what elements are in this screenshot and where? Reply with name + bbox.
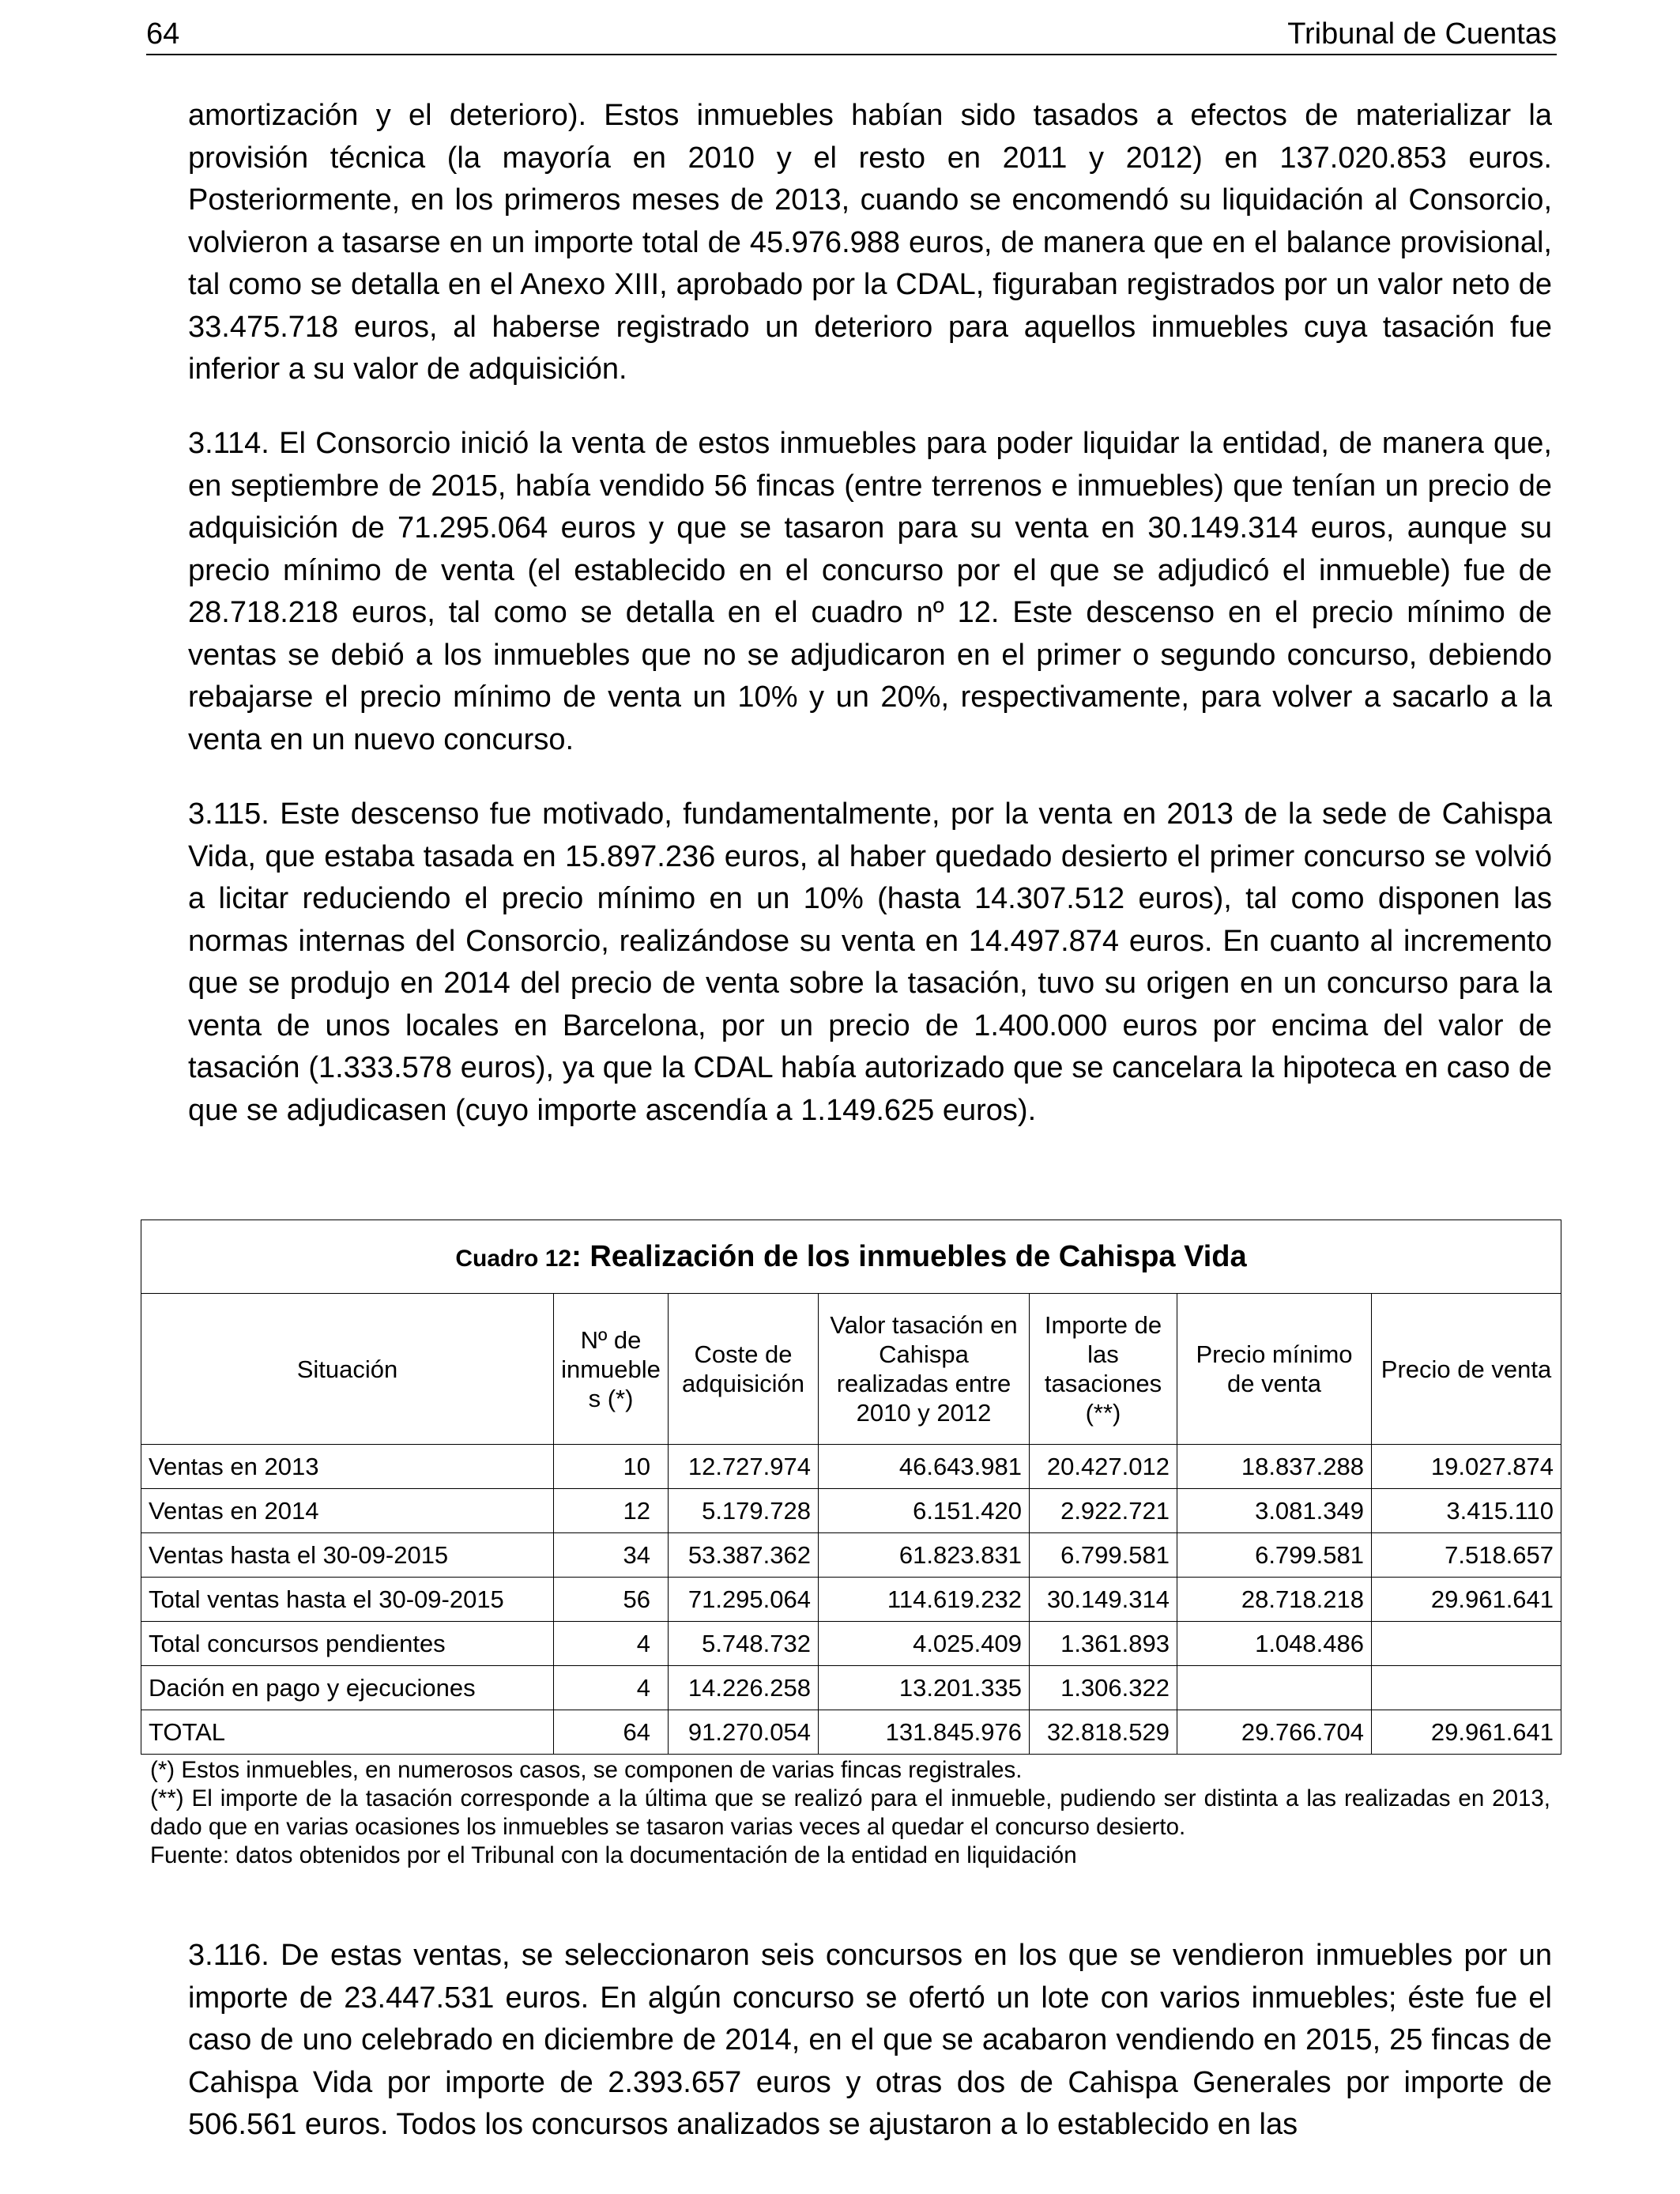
table-notes [150, 1756, 1550, 1870]
paragraph-3-115: 3.115. Este descenso fue motivado, fundamentalmente, por la venta en 2013 de la sede de Cahispa Vida, que estaba tasada en 15.897.236 euros, al haber quedado desierto el primer concurso se volvió a licitar reduciendo el precio mínimo en un 10% (hasta 14.307.512 euros), tal como disponen las normas internas del Consorcio, realizándose su venta en 14.497.874 euros. En cuanto al incremento que se produjo en 2014 del precio de venta sobre la tasación, tuvo su origen en un concurso para la venta de unos locales en Barcelona, por un precio de 1.400.000 euros por encima del valor de tasación (1.333.578 euros), ya que la CDAL había autorizado que se cancelara la hipoteca en caso de que se adjudicasen (cuyo importe ascendía a 1.149.625 euros). [188, 797, 1552, 1127]
cell-situacion: Dación en pago y ejecuciones [141, 1666, 554, 1710]
cell-importe-tasaciones: 1.306.322 [1030, 1666, 1177, 1710]
header-valor-tasacion: Valor tasación en Cahispa realizadas entre 2010 y 2012 [819, 1294, 1030, 1445]
cell-importe-tasaciones: 2.922.721 [1030, 1489, 1177, 1533]
footnote-1: (*) Estos inmuebles, en numerosos casos, se componen de varias fincas registrales. [150, 1757, 1023, 1783]
paragraph-continuation: amortización y el deterioro). Estos inmuebles habían sido tasados a efectos de materializar la provisión técnica (la mayoría en 2010 y el resto en 2011 y 2012) en 137.020.853 euros. Posteriormente, en los primeros meses de 2013, cuando se encomendó su liquidación al Consorcio, volvieron a tasarse en un importe total de 45.976.988 euros, de manera que en el balance provisional, tal como se detalla en el Anexo XIII, aprobado por la CDAL, figuraban registrados por un valor neto de 33.475.718 euros, al haberse registrado un deterioro para aquellos inmuebles cuya tasación fue inferior a su valor de adquisición. [188, 99, 1552, 386]
cell-valor-tasacion: 4.025.409 [819, 1622, 1030, 1666]
table-row [141, 1622, 1561, 1666]
cell-situacion: Ventas hasta el 30-09-2015 [141, 1533, 554, 1578]
header-precio-minimo: Precio mínimo de venta [1177, 1294, 1372, 1445]
caption-title: Realización de los inmuebles de Cahispa Vida [590, 1239, 1247, 1273]
cell-precio-minimo: 3.081.349 [1177, 1489, 1372, 1533]
cell-count: 56 [554, 1578, 669, 1622]
cell-coste: 5.179.728 [669, 1489, 819, 1533]
table-row [141, 1666, 1561, 1710]
header-situacion: Situación [141, 1294, 554, 1445]
cell-count: 34 [554, 1533, 669, 1578]
cell-valor-tasacion: 46.643.981 [819, 1445, 1030, 1489]
cell-coste: 53.387.362 [669, 1533, 819, 1578]
caption-separator: : [571, 1239, 590, 1273]
cell-situacion: Total ventas hasta el 30-09-2015 [141, 1578, 554, 1622]
header-title: Tribunal de Cuentas [1287, 17, 1557, 51]
cell-coste: 14.226.258 [669, 1666, 819, 1710]
table-row [141, 1489, 1561, 1533]
cell-count: 4 [554, 1666, 669, 1710]
cell-precio-minimo: 18.837.288 [1177, 1445, 1372, 1489]
cell-precio-minimo: 6.799.581 [1177, 1533, 1372, 1578]
cell-situacion: Ventas en 2013 [141, 1445, 554, 1489]
cell-coste: 91.270.054 [669, 1710, 819, 1755]
cell-precio-minimo [1177, 1666, 1372, 1710]
cell-importe-tasaciones: 1.361.893 [1030, 1622, 1177, 1666]
header-coste-adquisicion: Coste de adquisición [669, 1294, 819, 1445]
cell-count: 4 [554, 1622, 669, 1666]
table-row [141, 1533, 1561, 1578]
cell-precio-venta [1372, 1622, 1561, 1666]
cell-importe-tasaciones: 20.427.012 [1030, 1445, 1177, 1489]
cell-valor-tasacion: 13.201.335 [819, 1666, 1030, 1710]
caption-prefix: Cuadro 12 [455, 1245, 572, 1272]
cell-precio-venta: 29.961.641 [1372, 1710, 1561, 1755]
header-importe-tasaciones: Importe de las tasaciones (**) [1030, 1294, 1177, 1445]
cell-valor-tasacion: 114.619.232 [819, 1578, 1030, 1622]
table-header-row [141, 1294, 1561, 1445]
cell-precio-minimo: 29.766.704 [1177, 1710, 1372, 1755]
table-row [141, 1445, 1561, 1489]
table-row [141, 1578, 1561, 1622]
cell-situacion: Ventas en 2014 [141, 1489, 554, 1533]
cell-situacion: TOTAL [141, 1710, 554, 1755]
cell-importe-tasaciones: 32.818.529 [1030, 1710, 1177, 1755]
cell-precio-venta: 29.961.641 [1372, 1578, 1561, 1622]
cell-precio-venta: 3.415.110 [1372, 1489, 1561, 1533]
cuadro-12-table [141, 1220, 1561, 1755]
footnote-2: (**) El importe de la tasación corresponde a la última que se realizó para el inmueble, pudiendo ser distinta a las realizadas en 2013, dado que en varias ocasiones los inmuebles se tasaron varias veces al quedar el concurso desierto. [150, 1785, 1550, 1840]
cell-coste: 5.748.732 [669, 1622, 819, 1666]
table-caption [141, 1220, 1561, 1294]
paragraph-3-114: 3.114. El Consorcio inició la venta de estos inmuebles para poder liquidar la entidad, de manera que, en septiembre de 2015, había vendido 56 fincas (entre terrenos e inmuebles) que tenían un precio de adquisición de 71.295.064 euros y que se tasaron para su venta en 30.149.314 euros, aunque su precio mínimo de venta (el establecido en el concurso por el que se adjudicó el inmueble) fue de 28.718.218 euros, tal como se detalla en el cuadro nº 12. Este descenso en el precio mínimo de ventas se debió a los inmuebles que no se adjudicaron en el primer o segundo concurso, debiendo rebajarse el precio mínimo de venta un 10% y un 20%, respectivamente, para volver a sacarlo a la venta en un nuevo concurso. [188, 427, 1552, 756]
page-number: 64 [146, 17, 180, 51]
cell-valor-tasacion: 131.845.976 [819, 1710, 1030, 1755]
cell-count: 12 [554, 1489, 669, 1533]
cell-valor-tasacion: 6.151.420 [819, 1489, 1030, 1533]
cell-valor-tasacion: 61.823.831 [819, 1533, 1030, 1578]
page-header [146, 14, 1557, 55]
cell-count: 10 [554, 1445, 669, 1489]
table-row-total [141, 1710, 1561, 1755]
header-n-inmuebles: Nº de inmueble s (*) [554, 1294, 669, 1445]
cell-situacion: Total concursos pendientes [141, 1622, 554, 1666]
cell-precio-venta: 7.518.657 [1372, 1533, 1561, 1578]
cell-importe-tasaciones: 30.149.314 [1030, 1578, 1177, 1622]
cell-precio-venta: 19.027.874 [1372, 1445, 1561, 1489]
cell-importe-tasaciones: 6.799.581 [1030, 1533, 1177, 1578]
cell-precio-minimo: 28.718.218 [1177, 1578, 1372, 1622]
paragraph-3-116: 3.116. De estas ventas, se seleccionaron seis concursos en los que se vendieron inmuebles por un importe de 23.447.531 euros. En algún concurso se ofertó un lote con varios inmuebles; éste fue el caso de uno celebrado en diciembre de 2014, en el que se acabaron vendiendo en 2015, 25 fincas de Cahispa Vida por importe de 2.393.657 euros y otras dos de Cahispa Generales por importe de 506.561 euros. Todos los concursos analizados se ajustaron a lo establecido en las [188, 1939, 1552, 2141]
cell-count: 64 [554, 1710, 669, 1755]
table-source: Fuente: datos obtenidos por el Tribunal con la documentación de la entidad en liquidación [150, 1842, 1077, 1868]
cell-coste: 71.295.064 [669, 1578, 819, 1622]
cell-precio-venta [1372, 1666, 1561, 1710]
header-precio-venta: Precio de venta [1372, 1294, 1561, 1445]
cell-coste: 12.727.974 [669, 1445, 819, 1489]
cell-precio-minimo: 1.048.486 [1177, 1622, 1372, 1666]
